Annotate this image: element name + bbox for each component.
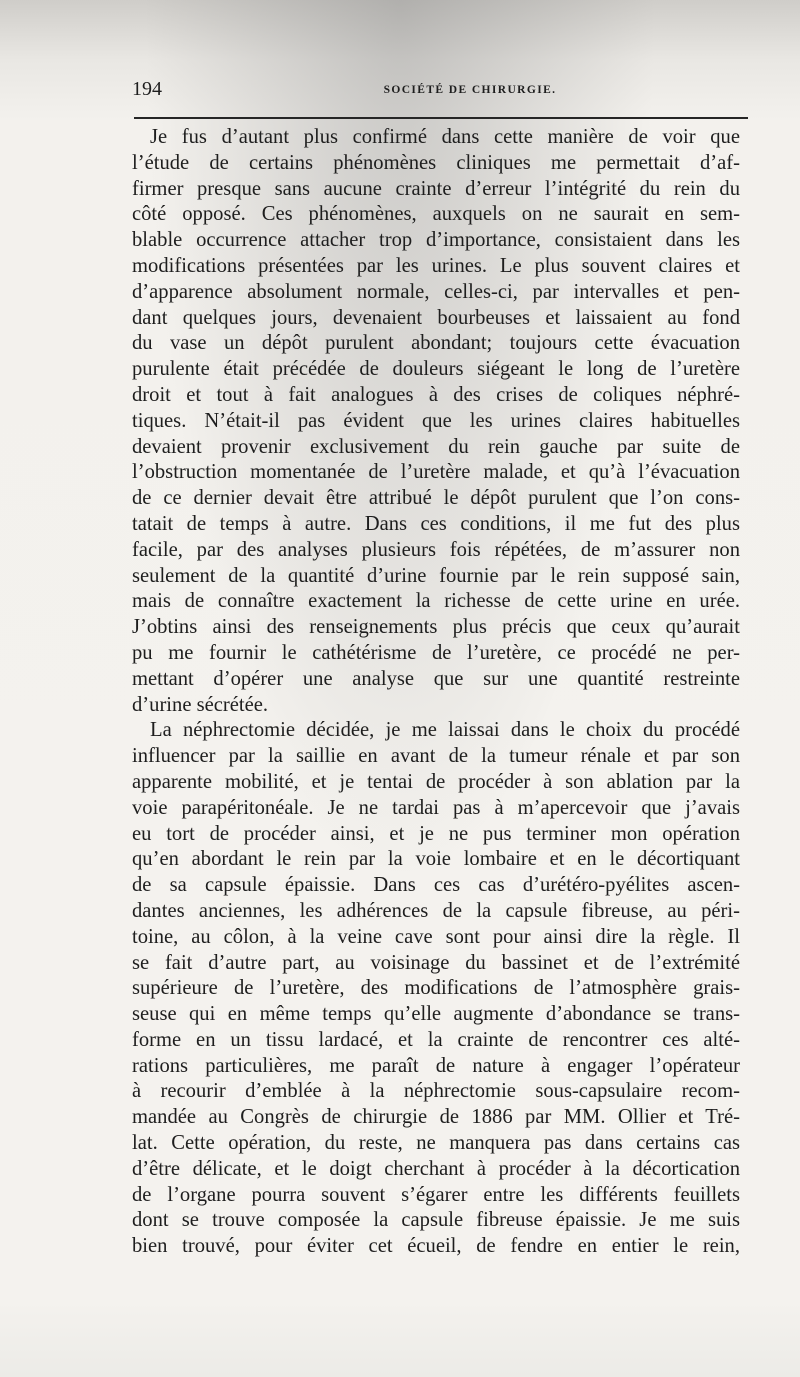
text-line: lat. Cette opération, du reste, ne manquera pas dans certains cas <box>132 1132 740 1155</box>
text-line: de l’organe pourra souvent s’égarer entre les différents feuillets <box>132 1183 740 1206</box>
text-line: forme en un tissu lardacé, et la crainte de rencontrer ces alté- <box>132 1028 740 1051</box>
text-line: devaient provenir exclusivement du rein gauche par suite de <box>132 435 740 458</box>
running-title: SOCIÉTÉ DE CHIRURGIE. <box>383 84 557 96</box>
text-line: pu me fournir le cathétérisme de l’uretère, ce procédé ne per- <box>132 641 740 664</box>
text-line: dant quelques jours, devenaient bourbeuses et laissaient au fond <box>132 306 740 329</box>
text-line: de ce dernier devait être attribué le dépôt purulent que l’on cons- <box>132 487 740 510</box>
text-line: eu tort de procéder ainsi, et je ne pus terminer mon opération <box>132 822 740 845</box>
text-line: influencer par la saillie en avant de la tumeur rénale et par son <box>132 745 740 768</box>
text-line: de sa capsule épaissie. Dans ces cas d’urétéro-pyélites ascen- <box>132 874 740 897</box>
text-line: firmer presque sans aucune crainte d’erreur l’intégrité du rein du <box>132 177 740 200</box>
text-line: d’être délicate, et le doigt cherchant à procéder à la décortication <box>132 1157 740 1180</box>
text-line: tiques. N’était-il pas évident que les urines claires habituelles <box>132 409 740 432</box>
text-line: d’urine sécrétée. <box>132 693 269 716</box>
text-line: mettant d’opérer une analyse que sur une quantité restreinte <box>132 667 740 690</box>
text-line: l’obstruction momentanée de l’uretère malade, et qu’à l’évacuation <box>132 461 740 484</box>
text-line: se fait d’autre part, au voisinage du bassinet et de l’extrémité <box>132 951 740 974</box>
text-line: d’apparence absolument normale, celles-ci, par intervalles et pen- <box>132 280 740 303</box>
text-line: supérieure de l’uretère, des modifications de l’atmosphère grais- <box>132 977 740 1000</box>
text-line: La néphrectomie décidée, je me laissai dans le choix du procédé <box>150 719 740 742</box>
text-line: blable occurrence attacher trop d’importance, consistaient dans les <box>132 229 740 252</box>
body-text <box>132 125 740 1260</box>
text-line: seuse qui en même temps qu’elle augmente d’abondance se trans- <box>132 1003 740 1026</box>
text-line: l’étude de certains phénomènes cliniques me permettait d’af- <box>132 151 740 174</box>
text-line: mais de connaître exactement la richesse de cette urine en urée. <box>132 590 740 613</box>
text-line: rations particulières, me paraît de nature à engager l’opérateur <box>132 1054 740 1077</box>
text-line: bien trouvé, pour éviter cet écueil, de fendre en entier le rein, <box>132 1235 740 1258</box>
text-line: du vase un dépôt purulent abondant; toujours cette évacuation <box>132 332 740 355</box>
text-line: tatait de temps à autre. Dans ces conditions, il me fut des plus <box>132 512 740 535</box>
text-line: purulente était précédée de douleurs siégeant le long de l’uretère <box>132 358 740 381</box>
text-line: seulement de la quantité d’urine fournie par le rein supposé sain, <box>132 564 740 587</box>
text-line: facile, par des analyses plusieurs fois répétées, de m’assurer non <box>132 538 740 561</box>
running-head <box>132 78 748 102</box>
text-line: Je fus d’autant plus confirmé dans cette manière de voir que <box>150 126 740 148</box>
text-line: apparente mobilité, et je tentai de procéder à son ablation par la <box>132 770 740 793</box>
header-rule <box>134 117 748 119</box>
text-line: dantes anciennes, les adhérences de la capsule fibreuse, au péri- <box>132 899 740 922</box>
page-number: 194 <box>132 78 162 100</box>
text-line: mandée au Congrès de chirurgie de 1886 par MM. Ollier et Tré- <box>132 1106 740 1129</box>
text-line: côté opposé. Ces phénomènes, auxquels on ne saurait en sem- <box>132 203 740 226</box>
text-line: voie parapéritonéale. Je ne tardai pas à m’apercevoir que j’avais <box>132 796 740 819</box>
text-line: modifications présentées par les urines. Le plus souvent claires et <box>132 254 740 277</box>
text-line: J’obtins ainsi des renseignements plus précis que ceux qu’aurait <box>132 616 740 639</box>
text-line: droit et tout à fait analogues à des crises de coliques néphré- <box>132 383 740 406</box>
text-line: à recourir d’emblée à la néphrectomie sous-capsulaire recom- <box>132 1080 740 1103</box>
text-line: dont se trouve composée la capsule fibreuse épaissie. Je me suis <box>132 1209 740 1232</box>
text-line: toine, au côlon, à la veine cave sont pour ainsi dire la règle. Il <box>132 925 740 948</box>
text-line: qu’en abordant le rein par la voie lombaire et en le décortiquant <box>132 848 740 871</box>
